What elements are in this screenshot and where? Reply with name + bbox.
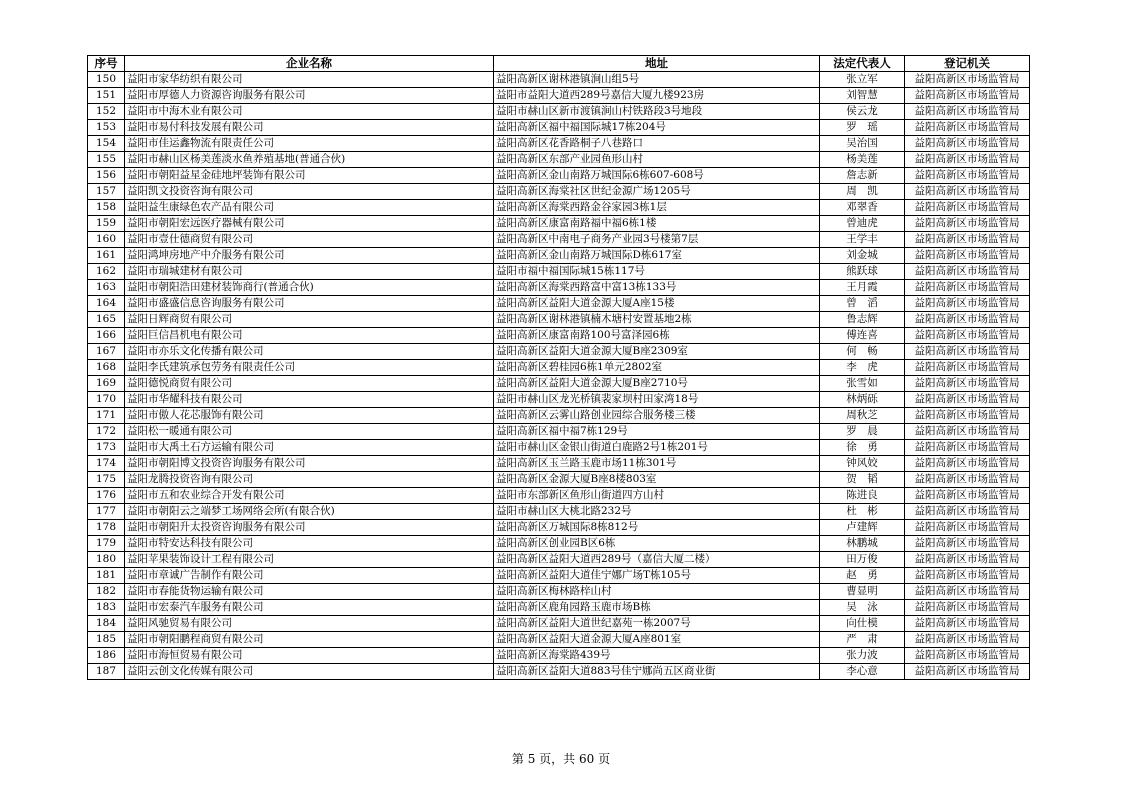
- company-name-cell: 益阳李氏建筑承包劳务有限责任公司: [125, 360, 494, 376]
- company-name-cell: 益阳市章诚广告制作有限公司: [125, 568, 494, 584]
- company-name-cell: 益阳市朝阳博文投资咨询服务有限公司: [125, 456, 494, 472]
- address-cell: 益阳高新区海棠路439号: [494, 648, 820, 664]
- registration-authority-cell: 益阳高新区市场监管局: [905, 520, 1030, 536]
- serial-no-cell: 163: [88, 280, 125, 296]
- address-cell: 益阳市赫山区金银山街道白鹿路2号1栋201号: [494, 440, 820, 456]
- legal-representative-cell: 贺 韬: [820, 472, 905, 488]
- header-address: 地址: [494, 56, 820, 72]
- legal-representative-cell: 罗 瑶: [820, 120, 905, 136]
- address-cell: 益阳高新区海棠西路金谷家园3栋1层: [494, 200, 820, 216]
- legal-representative-cell: 李 虎: [820, 360, 905, 376]
- legal-representative-cell: 周 凯: [820, 184, 905, 200]
- legal-representative-cell: 杜 彬: [820, 504, 905, 520]
- legal-representative-cell: 李心意: [820, 664, 905, 680]
- table-body: [88, 72, 1030, 680]
- company-name-cell: 益阳市五和农业综合开发有限公司: [125, 488, 494, 504]
- serial-no-cell: 152: [88, 104, 125, 120]
- legal-representative-cell: 赵 勇: [820, 568, 905, 584]
- address-cell: 益阳高新区康富南路100号富泽园6栋: [494, 328, 820, 344]
- legal-representative-cell: 熊跃球: [820, 264, 905, 280]
- registration-authority-cell: 益阳高新区市场监管局: [905, 616, 1030, 632]
- table-row: [88, 152, 1030, 168]
- legal-representative-cell: 向仕模: [820, 616, 905, 632]
- legal-representative-cell: 傅连喜: [820, 328, 905, 344]
- company-name-cell: 益阳苹果装饰设计工程有限公司: [125, 552, 494, 568]
- serial-no-cell: 173: [88, 440, 125, 456]
- registration-authority-cell: 益阳高新区市场监管局: [905, 136, 1030, 152]
- header-serial-no: 序号: [88, 56, 125, 72]
- address-cell: 益阳高新区万城国际8栋812号: [494, 520, 820, 536]
- legal-representative-cell: 侯云龙: [820, 104, 905, 120]
- table-row: [88, 520, 1030, 536]
- serial-no-cell: 151: [88, 88, 125, 104]
- registration-authority-cell: 益阳高新区市场监管局: [905, 392, 1030, 408]
- serial-no-cell: 160: [88, 232, 125, 248]
- table-header-row: [88, 56, 1030, 72]
- table-row: [88, 632, 1030, 648]
- registration-authority-cell: 益阳高新区市场监管局: [905, 424, 1030, 440]
- serial-no-cell: 176: [88, 488, 125, 504]
- table-row: [88, 408, 1030, 424]
- table-row: [88, 296, 1030, 312]
- registration-authority-cell: 益阳高新区市场监管局: [905, 552, 1030, 568]
- serial-no-cell: 168: [88, 360, 125, 376]
- legal-representative-cell: 周秋芝: [820, 408, 905, 424]
- legal-representative-cell: 张立军: [820, 72, 905, 88]
- legal-representative-cell: 王学丰: [820, 232, 905, 248]
- address-cell: 益阳高新区碧桂园6栋1单元2802室: [494, 360, 820, 376]
- registration-authority-cell: 益阳高新区市场监管局: [905, 344, 1030, 360]
- registration-authority-cell: 益阳高新区市场监管局: [905, 88, 1030, 104]
- company-name-cell: 益阳日辉商贸有限公司: [125, 312, 494, 328]
- address-cell: 益阳市赫山区大桃北路232号: [494, 504, 820, 520]
- serial-no-cell: 178: [88, 520, 125, 536]
- table-row: [88, 168, 1030, 184]
- table-row: [88, 104, 1030, 120]
- table-row: [88, 536, 1030, 552]
- address-cell: 益阳高新区谢林港镇涧山组5号: [494, 72, 820, 88]
- serial-no-cell: 157: [88, 184, 125, 200]
- serial-no-cell: 181: [88, 568, 125, 584]
- legal-representative-cell: 张力波: [820, 648, 905, 664]
- table-row: [88, 664, 1030, 680]
- company-name-cell: 益阳市瑞城建材有限公司: [125, 264, 494, 280]
- registration-authority-cell: 益阳高新区市场监管局: [905, 168, 1030, 184]
- address-cell: 益阳高新区福中福国际城17栋204号: [494, 120, 820, 136]
- company-name-cell: 益阳市海恒贸易有限公司: [125, 648, 494, 664]
- address-cell: 益阳高新区创业园B区6栋: [494, 536, 820, 552]
- company-name-cell: 益阳云创文化传媒有限公司: [125, 664, 494, 680]
- company-name-cell: 益阳市傲人花芯服饰有限公司: [125, 408, 494, 424]
- legal-representative-cell: 曾 滔: [820, 296, 905, 312]
- company-name-cell: 益阳市亦乐文化传播有限公司: [125, 344, 494, 360]
- legal-representative-cell: 刘智慧: [820, 88, 905, 104]
- address-cell: 益阳市赫山区新市渡镇涧山村铁路段3号地段: [494, 104, 820, 120]
- serial-no-cell: 155: [88, 152, 125, 168]
- serial-no-cell: 162: [88, 264, 125, 280]
- serial-no-cell: 185: [88, 632, 125, 648]
- table-row: [88, 472, 1030, 488]
- company-name-cell: 益阳市家华纺织有限公司: [125, 72, 494, 88]
- registration-authority-cell: 益阳高新区市场监管局: [905, 104, 1030, 120]
- address-cell: 益阳高新区益阳大道883号佳宁娜尚五区商业街: [494, 664, 820, 680]
- company-name-cell: 益阳市易付科技发展有限公司: [125, 120, 494, 136]
- serial-no-cell: 164: [88, 296, 125, 312]
- legal-representative-cell: 曾迪虎: [820, 216, 905, 232]
- address-cell: 益阳高新区益阳大道金源大厦A座801室: [494, 632, 820, 648]
- serial-no-cell: 159: [88, 216, 125, 232]
- registration-authority-cell: 益阳高新区市场监管局: [905, 232, 1030, 248]
- address-cell: 益阳高新区海棠西路富中富13栋133号: [494, 280, 820, 296]
- legal-representative-cell: 卢建辉: [820, 520, 905, 536]
- registration-authority-cell: 益阳高新区市场监管局: [905, 408, 1030, 424]
- address-cell: 益阳高新区海棠社区世纪金源广场1205号: [494, 184, 820, 200]
- serial-no-cell: 177: [88, 504, 125, 520]
- table-row: [88, 568, 1030, 584]
- table-row: [88, 584, 1030, 600]
- registration-authority-cell: 益阳高新区市场监管局: [905, 72, 1030, 88]
- address-cell: 益阳高新区益阳大道佳宁娜广场T栋105号: [494, 568, 820, 584]
- address-cell: 益阳高新区玉兰路玉鹿市场11栋301号: [494, 456, 820, 472]
- address-cell: 益阳市益阳大道西289号嘉信大厦九楼923房: [494, 88, 820, 104]
- company-name-cell: 益阳市宏泰汽车服务有限公司: [125, 600, 494, 616]
- company-name-cell: 益阳市大禹土石方运输有限公司: [125, 440, 494, 456]
- table-row: [88, 136, 1030, 152]
- company-name-cell: 益阳市春能货物运输有限公司: [125, 584, 494, 600]
- company-name-cell: 益阳凯文投资咨询有限公司: [125, 184, 494, 200]
- company-name-cell: 益阳松一暖通有限公司: [125, 424, 494, 440]
- company-name-cell: 益阳德悦商贸有限公司: [125, 376, 494, 392]
- table-row: [88, 376, 1030, 392]
- serial-no-cell: 161: [88, 248, 125, 264]
- company-name-cell: 益阳市朝阳宏远医疗器械有限公司: [125, 216, 494, 232]
- legal-representative-cell: 徐 勇: [820, 440, 905, 456]
- registration-authority-cell: 益阳高新区市场监管局: [905, 632, 1030, 648]
- serial-no-cell: 187: [88, 664, 125, 680]
- registration-authority-cell: 益阳高新区市场监管局: [905, 456, 1030, 472]
- registration-authority-cell: 益阳高新区市场监管局: [905, 584, 1030, 600]
- address-cell: 益阳高新区云雾山路创业园综合服务楼三楼: [494, 408, 820, 424]
- serial-no-cell: 183: [88, 600, 125, 616]
- serial-no-cell: 167: [88, 344, 125, 360]
- registration-authority-cell: 益阳高新区市场监管局: [905, 648, 1030, 664]
- registration-authority-cell: 益阳高新区市场监管局: [905, 600, 1030, 616]
- registration-authority-cell: 益阳高新区市场监管局: [905, 216, 1030, 232]
- address-cell: 益阳市东部新区鱼形山街道四方山村: [494, 488, 820, 504]
- registration-authority-cell: 益阳高新区市场监管局: [905, 312, 1030, 328]
- address-cell: 益阳高新区福中福7栋129号: [494, 424, 820, 440]
- address-cell: 益阳高新区益阳大道金源大厦A座15楼: [494, 296, 820, 312]
- address-cell: 益阳高新区中南电子商务产业园3号楼第7层: [494, 232, 820, 248]
- table-row: [88, 264, 1030, 280]
- serial-no-cell: 165: [88, 312, 125, 328]
- registration-authority-cell: 益阳高新区市场监管局: [905, 264, 1030, 280]
- address-cell: 益阳高新区花香路桐子八巷路口: [494, 136, 820, 152]
- legal-representative-cell: 曹显明: [820, 584, 905, 600]
- address-cell: 益阳高新区金山南路万城国际D栋617室: [494, 248, 820, 264]
- page-footer: 第 5 页，共 60 页: [511, 752, 611, 766]
- registration-authority-cell: 益阳高新区市场监管局: [905, 568, 1030, 584]
- company-name-cell: 益阳市中海木业有限公司: [125, 104, 494, 120]
- registration-authority-cell: 益阳高新区市场监管局: [905, 440, 1030, 456]
- company-name-cell: 益阳风驰贸易有限公司: [125, 616, 494, 632]
- legal-representative-cell: 詹志新: [820, 168, 905, 184]
- table-row: [88, 200, 1030, 216]
- registration-authority-cell: 益阳高新区市场监管局: [905, 664, 1030, 680]
- legal-representative-cell: 林炳砾: [820, 392, 905, 408]
- registration-authority-cell: 益阳高新区市场监管局: [905, 280, 1030, 296]
- company-name-cell: 益阳市朝阳鹏程商贸有限公司: [125, 632, 494, 648]
- company-name-cell: 益阳市华耀科技有限公司: [125, 392, 494, 408]
- registration-authority-cell: 益阳高新区市场监管局: [905, 248, 1030, 264]
- company-name-cell: 益阳市朝阳益星金硅地坪装饰有限公司: [125, 168, 494, 184]
- company-name-cell: 益阳巨信昌机电有限公司: [125, 328, 494, 344]
- address-cell: 益阳高新区益阳大道世纪嘉苑一栋2007号: [494, 616, 820, 632]
- address-cell: 益阳高新区益阳大道金源大厦B座2309室: [494, 344, 820, 360]
- registration-authority-cell: 益阳高新区市场监管局: [905, 152, 1030, 168]
- company-name-cell: 益阳龙腾投资咨询有限公司: [125, 472, 494, 488]
- table-row: [88, 504, 1030, 520]
- serial-no-cell: 186: [88, 648, 125, 664]
- company-name-cell: 益阳市特安达科技有限公司: [125, 536, 494, 552]
- legal-representative-cell: 王月霞: [820, 280, 905, 296]
- table-row: [88, 72, 1030, 88]
- legal-representative-cell: 何 畅: [820, 344, 905, 360]
- table-row: [88, 88, 1030, 104]
- legal-representative-cell: 吴 泳: [820, 600, 905, 616]
- registration-authority-cell: 益阳高新区市场监管局: [905, 184, 1030, 200]
- table-row: [88, 392, 1030, 408]
- table-row: [88, 216, 1030, 232]
- serial-no-cell: 170: [88, 392, 125, 408]
- address-cell: 益阳市福中福国际城15栋117号: [494, 264, 820, 280]
- table-row: [88, 328, 1030, 344]
- table-row: [88, 488, 1030, 504]
- table-row: [88, 232, 1030, 248]
- address-cell: 益阳高新区益阳大道西289号（嘉信大厦二楼）: [494, 552, 820, 568]
- legal-representative-cell: 张雪如: [820, 376, 905, 392]
- legal-representative-cell: 杨美莲: [820, 152, 905, 168]
- table-row: [88, 552, 1030, 568]
- table-row: [88, 440, 1030, 456]
- registration-authority-cell: 益阳高新区市场监管局: [905, 536, 1030, 552]
- serial-no-cell: 154: [88, 136, 125, 152]
- address-cell: 益阳高新区康富南路福中福6栋1楼: [494, 216, 820, 232]
- table-row: [88, 120, 1030, 136]
- legal-representative-cell: 吴治国: [820, 136, 905, 152]
- serial-no-cell: 184: [88, 616, 125, 632]
- serial-no-cell: 175: [88, 472, 125, 488]
- header-company-name: 企业名称: [125, 56, 494, 72]
- serial-no-cell: 150: [88, 72, 125, 88]
- table-row: [88, 248, 1030, 264]
- registration-authority-cell: 益阳高新区市场监管局: [905, 328, 1030, 344]
- serial-no-cell: 169: [88, 376, 125, 392]
- registration-authority-cell: 益阳高新区市场监管局: [905, 472, 1030, 488]
- table-row: [88, 424, 1030, 440]
- registration-authority-cell: 益阳高新区市场监管局: [905, 488, 1030, 504]
- address-cell: 益阳高新区益阳大道金源大厦B座2710号: [494, 376, 820, 392]
- table-row: [88, 184, 1030, 200]
- serial-no-cell: 158: [88, 200, 125, 216]
- table-row: [88, 312, 1030, 328]
- serial-no-cell: 156: [88, 168, 125, 184]
- legal-representative-cell: 林鹏城: [820, 536, 905, 552]
- legal-representative-cell: 鲁志辉: [820, 312, 905, 328]
- address-cell: 益阳高新区梅林路梓山村: [494, 584, 820, 600]
- company-name-cell: 益阳鸿坤房地产中介服务有限公司: [125, 248, 494, 264]
- company-name-cell: 益阳市厚德人力资源咨询服务有限公司: [125, 88, 494, 104]
- registration-authority-cell: 益阳高新区市场监管局: [905, 360, 1030, 376]
- address-cell: 益阳市赫山区龙光桥镇裴家坝村田家湾18号: [494, 392, 820, 408]
- company-name-cell: 益阳市佳运鑫物流有限责任公司: [125, 136, 494, 152]
- address-cell: 益阳高新区金山南路万城国际6栋607-608号: [494, 168, 820, 184]
- company-name-cell: 益阳市赫山区杨美莲淡水鱼养殖基地(普通合伙): [125, 152, 494, 168]
- company-name-cell: 益阳市壹仕德商贸有限公司: [125, 232, 494, 248]
- company-name-cell: 益阳市朝阳云之端梦工场网络会所(有限合伙): [125, 504, 494, 520]
- serial-no-cell: 172: [88, 424, 125, 440]
- serial-no-cell: 180: [88, 552, 125, 568]
- legal-representative-cell: 钟风姣: [820, 456, 905, 472]
- legal-representative-cell: 陈进良: [820, 488, 905, 504]
- company-name-cell: 益阳益生康绿色农产品有限公司: [125, 200, 494, 216]
- legal-representative-cell: 罗 晨: [820, 424, 905, 440]
- legal-representative-cell: 邓翠香: [820, 200, 905, 216]
- table-row: [88, 600, 1030, 616]
- address-cell: 益阳高新区东部产业园鱼形山村: [494, 152, 820, 168]
- registration-authority-cell: 益阳高新区市场监管局: [905, 504, 1030, 520]
- serial-no-cell: 166: [88, 328, 125, 344]
- header-legal-representative: 法定代表人: [820, 56, 905, 72]
- address-cell: 益阳高新区金源大厦B座8楼803室: [494, 472, 820, 488]
- company-name-cell: 益阳市朝阳浩田建材装饰商行(普通合伙): [125, 280, 494, 296]
- registration-authority-cell: 益阳高新区市场监管局: [905, 376, 1030, 392]
- company-name-cell: 益阳市朝阳升太投资咨询服务有限公司: [125, 520, 494, 536]
- serial-no-cell: 153: [88, 120, 125, 136]
- address-cell: 益阳高新区谢林港镇楠木塘村安置基地2栋: [494, 312, 820, 328]
- registration-authority-cell: 益阳高新区市场监管局: [905, 296, 1030, 312]
- serial-no-cell: 171: [88, 408, 125, 424]
- serial-no-cell: 179: [88, 536, 125, 552]
- table-row: [88, 280, 1030, 296]
- table-row: [88, 616, 1030, 632]
- serial-no-cell: 174: [88, 456, 125, 472]
- table-row: [88, 360, 1030, 376]
- serial-no-cell: 182: [88, 584, 125, 600]
- registration-authority-cell: 益阳高新区市场监管局: [905, 200, 1030, 216]
- header-registration-authority: 登记机关: [905, 56, 1030, 72]
- table-row: [88, 648, 1030, 664]
- enterprise-registry-table: [87, 55, 1030, 680]
- legal-representative-cell: 刘金城: [820, 248, 905, 264]
- company-name-cell: 益阳市盛盛信息咨询服务有限公司: [125, 296, 494, 312]
- table-row: [88, 344, 1030, 360]
- table-row: [88, 456, 1030, 472]
- registration-authority-cell: 益阳高新区市场监管局: [905, 120, 1030, 136]
- legal-representative-cell: 田万俊: [820, 552, 905, 568]
- legal-representative-cell: 严 肃: [820, 632, 905, 648]
- address-cell: 益阳高新区鹿角园路玉鹿市场B栋: [494, 600, 820, 616]
